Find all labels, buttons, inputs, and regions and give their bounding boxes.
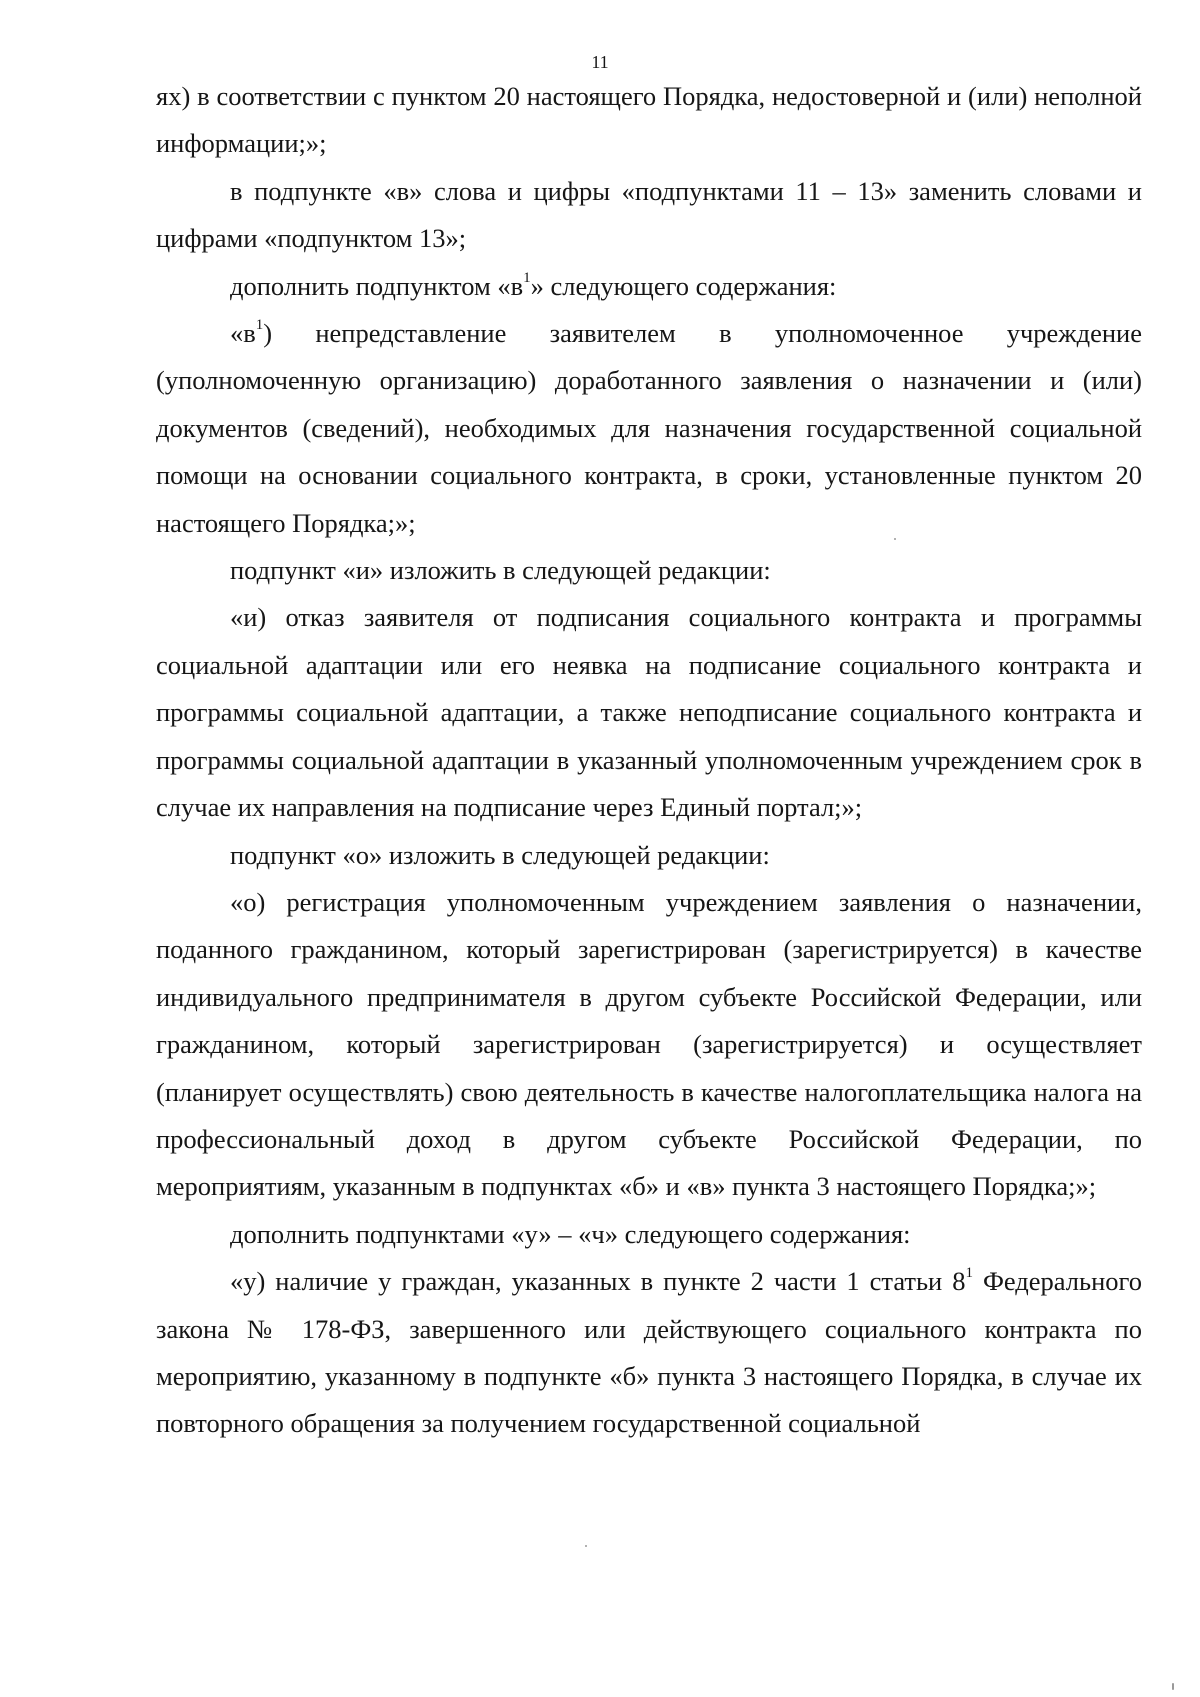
paragraph-amend-subpoint-v: в подпункте «в» слова и цифры «подпунктами 11 – 13» заменить словами и цифрами «подпунктом 13»; — [156, 175, 1142, 254]
paragraph-continuation: ях) в соответствии с пунктом 20 настоящего Порядка, недостоверной и (или) неполной информации;»; — [156, 81, 1142, 159]
paragraph-subpoint-o-text: «о) регистрация уполномоченным учреждением заявления о назначении, поданного гражданином, который зарегистрирован (зарегистрируется) в качестве индивидуального предпринимателя в другом субъекте Российской Федерации, или гражданином, который зарегистрирован (зарегистрируется) и осуществляет (планирует осуществлять) свою деятельность в качестве налогоплательщика налога на профессиональный доход в другом субъекте Российской Федерации, по мероприятиям, указанным в подпунктах «б» и «в» пункта 3 настоящего Порядка;»; — [156, 886, 1142, 1202]
text-fragment: «у) наличие у граждан, указанных в пункте 2 части 1 статьи 8 — [230, 1266, 966, 1297]
page-number: 11 — [591, 52, 609, 72]
paragraph-add-subpoints-u-ch: дополнить подпунктами «у» – «ч» следующего содержания: — [230, 1218, 911, 1249]
paragraph-add-subpoint-v1 — [156, 263, 1142, 310]
superscript: 1 — [523, 269, 531, 286]
scan-speck — [894, 538, 896, 540]
text-fragment: дополнить подпунктом «в — [230, 270, 524, 301]
paragraph-subpoint-i-text: «и) отказ заявителя от подписания социального контракта и программы социальной адаптации или его неявка на подписание социального контракта и программы социальной адаптации, а также неподписание социального контракта и программы социальной адаптации в указанный уполномоченным учреждением срок в случае их направления на подписание через Единый портал;»; — [156, 602, 1142, 823]
superscript: 1 — [255, 317, 264, 334]
text-fragment: Федерального закона № 178-ФЗ, завершенного или действующего социального контракта по мероприятию, указанному в подпункте «б» пункта 3 настоящего Порядка, в случае их повторного обращения за получением государственной социальной — [156, 1266, 1142, 1439]
paragraph-subpoint-o-heading: подпункт «о» изложить в следующей редакции: — [230, 839, 770, 870]
document-body — [156, 73, 1142, 1448]
text-fragment: ) непредставление заявителем в уполномоченное учреждение (уполномоченную организацию) доработанного заявления о назначении и (или) документов (сведений), необходимых для назначения государственной социальной помощи на основании социального контракта, в сроки, установленные пунктом 20 настоящего Порядка;»; — [156, 318, 1142, 538]
paragraph-subpoint-i-heading: подпункт «и» изложить в следующей редакции: — [230, 555, 771, 586]
superscript: 1 — [965, 1265, 973, 1282]
scan-speck — [585, 1545, 587, 1547]
paragraph-subpoint-u-text — [156, 1258, 1142, 1448]
text-fragment: «в — [230, 318, 256, 349]
scan-speck — [1172, 1683, 1174, 1690]
paragraph-subpoint-v1-text — [156, 310, 1142, 547]
text-fragment: » следующего содержания: — [530, 270, 837, 301]
